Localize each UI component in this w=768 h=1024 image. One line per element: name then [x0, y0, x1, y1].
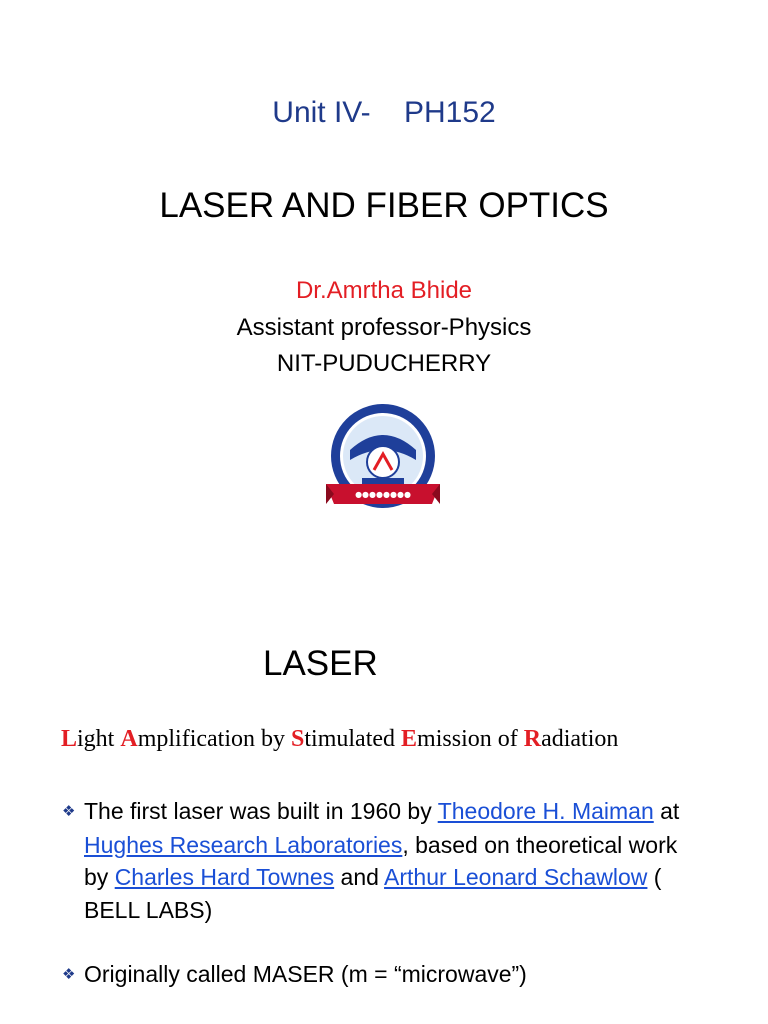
acronym-word-rest: mplification by [137, 726, 292, 752]
link-charles-townes[interactable]: Charles Hard Townes [114, 864, 335, 890]
bullet-item [62, 958, 702, 992]
bullet-item [62, 795, 702, 926]
link-hughes-research[interactable]: Hughes Research Laboratories [84, 831, 403, 858]
acronym-letter: A [120, 726, 138, 752]
author-name: Dr.Amrtha Bhide [295, 277, 473, 304]
acronym-word-rest: ight [77, 726, 121, 752]
acronym-word-rest: adiation [541, 726, 619, 752]
diamond-bullet-icon: ❖ [62, 966, 76, 983]
link-theodore-maiman[interactable]: Theodore H. Maiman [437, 798, 654, 824]
acronym-letter: L [61, 726, 78, 752]
link-arthur-schawlow[interactable]: Arthur Leonard Schawlow [384, 864, 648, 890]
acronym-letter: R [523, 726, 542, 752]
bullet-text: , based on theoretical work by [84, 831, 678, 890]
bullet-text: The first laser was built in 1960 by [84, 798, 438, 824]
bullet-text: ( BELL LABS) [84, 864, 662, 923]
bullet-text: Originally called MASER (m = “microwave”) [84, 961, 527, 987]
diamond-bullet-icon: ❖ [62, 803, 76, 820]
institution-name: NIT-PUDUCHERRY [276, 350, 492, 377]
acronym-letter: S [291, 726, 305, 752]
section-heading: LASER [263, 644, 378, 683]
svg-text:●●●●●●●●: ●●●●●●●● [355, 490, 411, 499]
acronym-letter: E [401, 726, 418, 752]
acronym-word-rest: timulated [304, 726, 402, 752]
bullet-text: and [334, 864, 385, 890]
unit-title: Unit IV- PH152 [272, 96, 496, 129]
page-title: LASER AND FIBER OPTICS [159, 186, 609, 225]
acronym-expansion [61, 726, 618, 753]
bullet-text: at [653, 798, 686, 824]
author-role: Assistant professor-Physics [236, 314, 532, 341]
acronym-word-rest: mission of [417, 726, 524, 752]
institute-emblem-icon [322, 400, 444, 522]
